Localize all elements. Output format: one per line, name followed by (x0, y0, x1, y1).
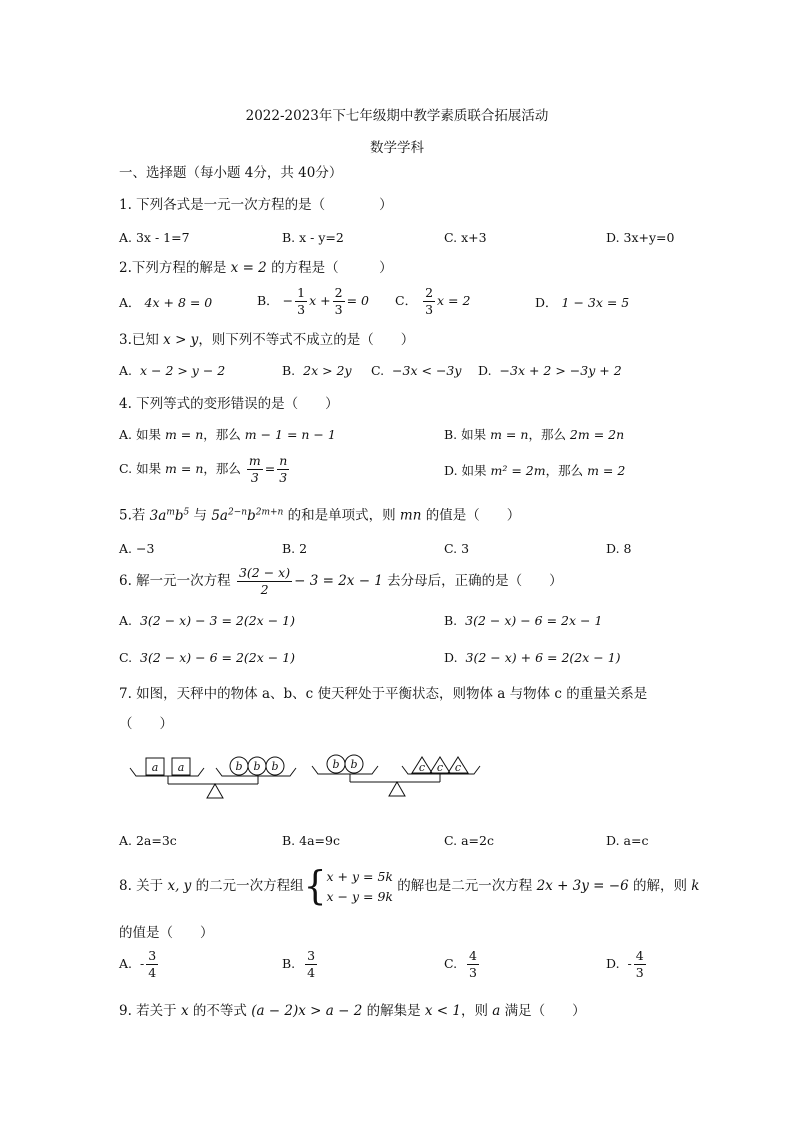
q7-option-a: A. 2a=3c (119, 833, 177, 848)
q7-option-b: B. 4a=9c (282, 833, 340, 848)
q4-option-b (444, 426, 624, 444)
q4-d-math2: m = 2 (587, 463, 626, 478)
frac-num: 4 (635, 948, 644, 963)
q3-stem-text-end: ，则下列不等式不成立的是（ ） (198, 332, 415, 348)
ball-b-4-label: b (332, 758, 340, 771)
question-2-stem (119, 259, 393, 277)
q5-option-d: D. 8 (606, 541, 632, 556)
frac-num: 1 (297, 285, 306, 300)
q3-option-b (282, 362, 352, 380)
q2-stem-text: 2.下列方程的解是 (119, 260, 231, 276)
right-scale-fulcrum (389, 782, 405, 796)
q4-option-a (119, 426, 336, 444)
q2-c-label: C． (395, 293, 418, 308)
question-8-stem (119, 862, 699, 910)
q7-option-c: C. a=2c (444, 833, 494, 848)
q8-a-frac (146, 950, 158, 979)
q6-b-label: B. (444, 613, 458, 628)
q3-b-expr: 2x > 2y (303, 363, 352, 378)
ball-b-2-label: b (253, 760, 261, 773)
q5-text: 5.若 (119, 507, 150, 524)
q5-term2 (211, 508, 283, 524)
frac-num: 3 (307, 948, 316, 963)
q8-sys-eq2: x − y = 9k (326, 888, 393, 904)
frac-den: 3 (250, 469, 259, 485)
q6-d-label: D. (444, 650, 458, 665)
q5-t1-sup2: 5 (183, 507, 190, 517)
q3-b-label: B. (282, 363, 296, 378)
q2-d-label: D． (535, 295, 558, 310)
q6-a-label: A. (119, 613, 133, 628)
q8-a-sign: - (139, 956, 145, 971)
q6-a-expr: 3(2 − x) − 3 = 2(2x − 1) (139, 613, 295, 628)
q4-b-text2: ，那么 (528, 427, 570, 442)
q2-b-sign: − (282, 293, 294, 308)
q9-sol: x < 1 (424, 1003, 461, 1019)
exam-subtitle: 数学学科 (370, 140, 424, 156)
q4-b-math2: 2m = 2n (569, 427, 625, 442)
question-9-stem (119, 1002, 586, 1020)
frac-num: n (279, 453, 288, 468)
q5-mn: mn (399, 507, 422, 524)
ball-b-1-label: b (235, 760, 243, 773)
q8-text: 8. 关于 (119, 878, 168, 894)
q6-option-d (444, 649, 621, 667)
q2-a-expr: 4x + 8 = 0 (144, 295, 213, 310)
q3-option-d (478, 362, 622, 380)
q1-option-d: D. 3x+y=0 (606, 230, 675, 245)
q5-text2: 的和是单项式，则 (283, 507, 400, 524)
q8-b-label: B. (282, 956, 296, 971)
q9-ineq: (a − 2)x > a − 2 (251, 1003, 363, 1019)
q6-text: 6. 解一元一次方程 (119, 573, 235, 589)
q5-term1 (150, 508, 190, 524)
q8-brace: { (303, 863, 327, 909)
question-4-stem: 4. 下列等式的变形错误的是（ ） (119, 396, 339, 412)
q4-b-math1: m = n (490, 427, 529, 442)
triangle-c-2-label: c (436, 761, 444, 774)
q8-b-frac (305, 950, 317, 979)
frac-den: 3 (297, 301, 306, 317)
frac-num: 2 (334, 285, 343, 300)
q8-eq: 2x + 3y = −6 (536, 878, 629, 894)
frac-num: 4 (469, 948, 477, 963)
q2-option-c (395, 287, 470, 316)
q8-sys-eq1: x + y = 5k (326, 868, 393, 884)
q2-b-frac2 (333, 287, 345, 316)
q2-stem-text-end: 的方程是（ ） (266, 260, 393, 276)
q4-a-math1: m = n (164, 427, 204, 442)
frac-num: m (248, 453, 261, 468)
triangle-c-1-label: c (418, 761, 426, 774)
q4-c-frac1 (247, 455, 263, 484)
q3-option-a (119, 362, 225, 380)
q6-option-a (119, 612, 295, 630)
frac-den: 4 (307, 964, 316, 980)
q9-text: 9. 若关于 (119, 1003, 181, 1019)
q4-d-text2: ，那么 (545, 463, 588, 478)
q8-option-b (282, 950, 319, 979)
q8-option-a (119, 950, 160, 979)
frac-den: 4 (148, 964, 157, 980)
q6-c-expr: 3(2 − x) − 6 = 2(2x − 1) (140, 650, 296, 665)
q2-b-label: B． (257, 293, 279, 308)
q4-d-math1: m² = 2m (490, 463, 546, 478)
q2-option-a (119, 294, 212, 312)
q5-text3: 的值是（ ） (421, 507, 521, 524)
q5-option-b: B. 2 (282, 541, 308, 556)
q9-text2: 的不等式 (188, 1003, 252, 1019)
q6-frac (237, 567, 292, 596)
box-a-2-label: a (177, 761, 185, 774)
q9-text4: ，则 (461, 1003, 493, 1019)
q4-option-d (444, 462, 625, 480)
q8-d-sign: - (627, 956, 632, 971)
q1-option-c: C. x+3 (444, 230, 487, 245)
q8-option-c (444, 950, 481, 979)
q8-equation-system (327, 867, 393, 907)
q2-c-tail: x = 2 (437, 293, 471, 308)
ball-b-5-label: b (350, 758, 358, 771)
q8-text3: 的解也是二元一次方程 (392, 878, 537, 894)
q2-d-expr: 1 − 3x = 5 (561, 295, 630, 310)
q4-c-eq: = (264, 461, 276, 476)
balance-scales-figure (128, 750, 488, 812)
q2-a-label: A． (119, 295, 141, 310)
q4-a-text2: ，那么 (203, 427, 245, 442)
q3-a-expr: x − 2 > y − 2 (139, 363, 226, 378)
q4-c-text2: ，那么 (203, 461, 245, 476)
frac-den: 3 (279, 469, 288, 485)
q4-a-math2: m − 1 = n − 1 (244, 427, 336, 442)
q4-b-text: B. 如果 (444, 427, 491, 442)
q3-option-c (371, 362, 461, 380)
q3-stem-text: 3.已知 (119, 332, 164, 348)
q8-d-label: D. (606, 956, 620, 971)
frac-num: 3(2 − x) (238, 565, 291, 580)
q9-x: x (180, 1003, 189, 1019)
q4-d-text: D. 如果 (444, 463, 491, 478)
q3-a-label: A. (119, 363, 133, 378)
frac-den: 3 (425, 301, 434, 317)
right-scale-pan-left (312, 766, 378, 774)
q5-t2-sup: 2−n (227, 507, 248, 517)
q8-k: k (691, 878, 700, 894)
q4-c-math1: m = n (165, 461, 204, 476)
q9-text3: 的解集是 (362, 1003, 425, 1019)
q3-c-expr: −3x < −3y (392, 363, 462, 378)
q2-b-mid: x + (309, 293, 331, 308)
q2-b-tail: = 0 (346, 293, 369, 308)
q6-eq: − 3 = 2x − 1 (294, 573, 383, 589)
question-6-stem (119, 567, 563, 596)
triangle-c-3-label: c (454, 761, 462, 774)
q2-c-frac (423, 287, 435, 316)
section-heading: 一、选择题（每小题 4分，共 40分） (119, 165, 343, 181)
q5-t2: 5a (211, 507, 228, 524)
q5-t1-sup: m (166, 507, 175, 517)
q6-option-c (119, 649, 295, 667)
q2-option-d (535, 294, 629, 312)
question-5-stem (119, 503, 520, 525)
question-3-stem (119, 331, 414, 349)
q8-c-label: C. (444, 956, 458, 971)
q8-c-frac (467, 950, 479, 979)
q8-text2: 的二元一次方程组 (191, 878, 304, 894)
q5-t2-sup2: 2m+n (255, 507, 284, 517)
q5-mid: 与 (189, 507, 212, 524)
q5-t2-b: b (247, 507, 256, 524)
q5-option-a: A. −3 (119, 541, 155, 556)
q2-stem-math: x = 2 (230, 260, 267, 276)
q7-option-d: D. a=c (606, 833, 649, 848)
frac-den: 3 (469, 964, 477, 980)
question-7-stem: 7. 如图，天秤中的物体 a、b、c 使天秤处于平衡状态，则物体 a 与物体 c 的重量关系是 (119, 686, 648, 702)
q4-c-frac2 (277, 455, 289, 484)
q2-option-b (257, 287, 369, 316)
q4-c-text: C. 如果 (119, 461, 166, 476)
q2-b-frac1 (295, 287, 307, 316)
q6-c-label: C. (119, 650, 133, 665)
q8-d-frac (634, 950, 646, 979)
q6-b-expr: 3(2 − x) − 6 = 2x − 1 (465, 613, 603, 628)
box-a-1-label: a (151, 761, 159, 774)
q5-option-c: C. 3 (444, 541, 470, 556)
q8-option-d (606, 950, 648, 979)
exam-title: 2022-2023年下七年级期中教学素质联合拓展活动 (245, 108, 549, 124)
q1-option-b: B. x - y=2 (282, 230, 344, 245)
ball-b-3-label: b (271, 760, 279, 773)
q6-d-expr: 3(2 − x) + 6 = 2(2x − 1) (465, 650, 621, 665)
left-scale-fulcrum (207, 784, 223, 798)
q1-option-a: A. 3x - 1=7 (119, 230, 190, 245)
q3-stem-math: x > y (163, 332, 199, 348)
q5-t1-b: b (174, 507, 184, 524)
q4-option-c (119, 455, 291, 484)
left-scale-pan-left (130, 768, 204, 776)
question-7-stem-cont: （ ） (119, 716, 173, 732)
q4-a-text: A. 如果 (119, 427, 165, 442)
frac-den: 3 (334, 301, 343, 317)
q8-vars: x, y (167, 878, 192, 894)
q9-text5: 满足（ ） (500, 1003, 586, 1019)
q3-c-label: C. (371, 363, 385, 378)
frac-den: 2 (260, 581, 269, 597)
q3-d-label: D. (478, 363, 492, 378)
q6-text2: 去分母后，正确的是（ ） (382, 573, 563, 589)
frac-num: 2 (425, 285, 434, 300)
q8-text4: 的解，则 (628, 878, 692, 894)
question-8-stem-cont: 的值是（ ） (119, 925, 214, 941)
question-1-stem: 1. 下列各式是一元一次方程的是（ ） (119, 197, 393, 213)
frac-den: 3 (635, 964, 644, 980)
q8-a-label: A. (119, 956, 133, 971)
q6-option-b (444, 612, 602, 630)
q3-d-expr: −3x + 2 > −3y + 2 (499, 363, 622, 378)
q9-a: a (492, 1003, 501, 1019)
frac-num: 3 (148, 948, 157, 963)
q5-t1: 3a (149, 507, 167, 524)
